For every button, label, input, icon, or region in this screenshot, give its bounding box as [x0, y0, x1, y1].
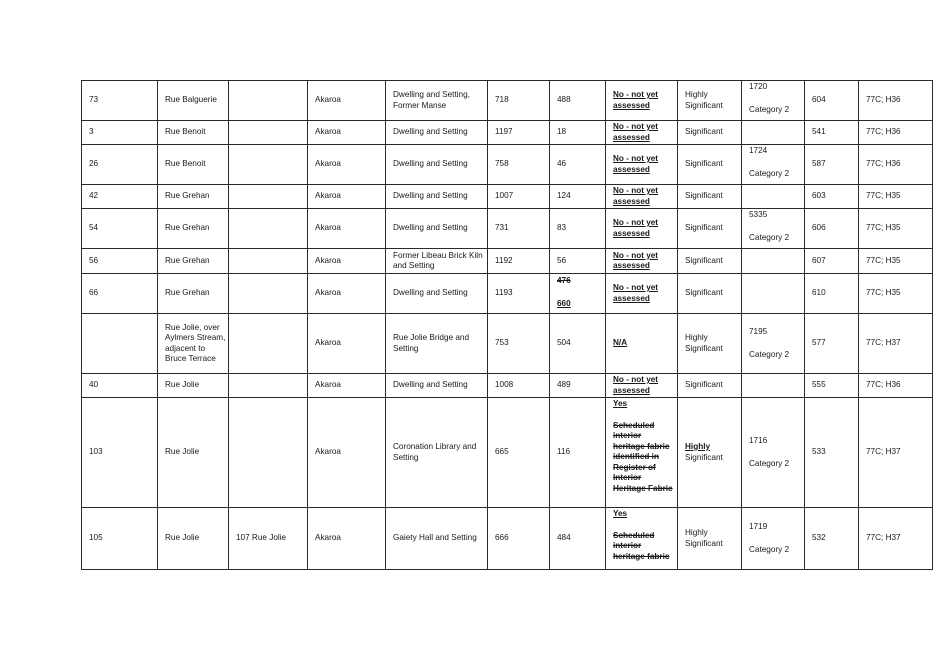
- value-a: 758: [488, 145, 550, 185]
- list-number: 1716: [749, 436, 768, 445]
- value-a: 1197: [488, 121, 550, 145]
- town: Akaroa: [308, 209, 386, 249]
- assessment-text: No - not yet assessed: [613, 186, 659, 206]
- value-a: 1193: [488, 274, 550, 314]
- listing-cell: [742, 145, 805, 185]
- assessment-text: No - not yet assessed: [613, 90, 659, 110]
- street-number: 103: [82, 398, 158, 508]
- value-b: 56: [550, 249, 606, 274]
- street-name: Rue Jolie, over Aylmers Stream, adjacent to Bruce Terrace: [158, 314, 229, 374]
- listing-cell: [742, 121, 805, 145]
- alt-address: [229, 185, 308, 209]
- street-name: Rue Benoit: [158, 145, 229, 185]
- listing-cell: [742, 374, 805, 398]
- list-number: 5335: [749, 210, 768, 219]
- listing-cell: [742, 81, 805, 121]
- value-b: 489: [550, 374, 606, 398]
- category: Category 2: [749, 168, 790, 178]
- assessment-status: [606, 274, 678, 314]
- table-row: [82, 209, 933, 249]
- town: Akaroa: [308, 508, 386, 570]
- value-a: 718: [488, 81, 550, 121]
- description: Dwelling and Setting, Former Manse: [386, 81, 488, 121]
- reference: 587: [805, 145, 859, 185]
- significance: [678, 398, 742, 508]
- significance: Significant: [678, 249, 742, 274]
- value-a: 1008: [488, 374, 550, 398]
- town: Akaroa: [308, 81, 386, 121]
- value-b: 124: [550, 185, 606, 209]
- description: Dwelling and Setting: [386, 274, 488, 314]
- map-reference: 77C; H35: [859, 274, 933, 314]
- alt-address: [229, 398, 308, 508]
- table-row: [82, 314, 933, 374]
- significance: Significant: [678, 274, 742, 314]
- value-a: 1192: [488, 249, 550, 274]
- significance: Significant: [678, 145, 742, 185]
- street-name: Rue Grehan: [158, 185, 229, 209]
- assessment-status: [606, 81, 678, 121]
- street-number: 42: [82, 185, 158, 209]
- town: Akaroa: [308, 121, 386, 145]
- map-reference: 77C; H36: [859, 121, 933, 145]
- description: Dwelling and Setting: [386, 185, 488, 209]
- street-number: 73: [82, 81, 158, 121]
- assessment-text: No - not yet assessed: [613, 122, 659, 142]
- street-number: 66: [82, 274, 158, 314]
- list-number: 1724: [749, 146, 768, 155]
- listing-cell: [742, 185, 805, 209]
- table-row: [82, 121, 933, 145]
- value-a: 1007: [488, 185, 550, 209]
- category: Category 2: [749, 232, 790, 242]
- alt-address: [229, 121, 308, 145]
- alt-address: [229, 274, 308, 314]
- street-number: 56: [82, 249, 158, 274]
- category: Category 2: [749, 544, 790, 554]
- value-b: 46: [550, 145, 606, 185]
- table-row: [82, 249, 933, 274]
- street-number: 40: [82, 374, 158, 398]
- significance-text: Significant: [685, 452, 723, 462]
- map-reference: 77C; H37: [859, 398, 933, 508]
- listing-cell: [742, 314, 805, 374]
- listing-cell: [742, 274, 805, 314]
- street-name: Rue Balguerie: [158, 81, 229, 121]
- significance: Significant: [678, 374, 742, 398]
- assessment-status: [606, 185, 678, 209]
- deleted-scheduled-text: Scheduled interior heritage fabric: [613, 530, 670, 561]
- town: Akaroa: [308, 249, 386, 274]
- value-b: 484: [550, 508, 606, 570]
- inserted-value: 660: [557, 298, 571, 308]
- assessment-status: [606, 398, 678, 508]
- town: Akaroa: [308, 145, 386, 185]
- description: Dwelling and Setting: [386, 145, 488, 185]
- reference: 577: [805, 314, 859, 374]
- table-row: [82, 145, 933, 185]
- assessment-status: [606, 145, 678, 185]
- map-reference: 77C; H37: [859, 314, 933, 374]
- significance: Significant: [678, 121, 742, 145]
- significance: Highly Significant: [678, 314, 742, 374]
- street-name: Rue Grehan: [158, 209, 229, 249]
- listing-cell: [742, 508, 805, 570]
- assessment-text: No - not yet assessed: [613, 283, 659, 303]
- category: Category 2: [749, 349, 790, 359]
- description: Dwelling and Setting: [386, 209, 488, 249]
- alt-address: [229, 209, 308, 249]
- town: Akaroa: [308, 398, 386, 508]
- reference: 541: [805, 121, 859, 145]
- assessment-text: N/A: [613, 338, 628, 348]
- description: Former Libeau Brick Kiln and Setting: [386, 249, 488, 274]
- listing-cell: [742, 398, 805, 508]
- value-b: 504: [550, 314, 606, 374]
- assessment-text: No - not yet assessed: [613, 375, 659, 395]
- list-number: 1719: [749, 522, 768, 531]
- list-number: 1720: [749, 82, 768, 91]
- alt-address: [229, 374, 308, 398]
- assessment-status: [606, 374, 678, 398]
- map-reference: 77C; H36: [859, 374, 933, 398]
- listing-cell: [742, 249, 805, 274]
- assessment-text: No - not yet assessed: [613, 218, 659, 238]
- reference: 610: [805, 274, 859, 314]
- map-reference: 77C; H35: [859, 249, 933, 274]
- significance-inserted: Highly: [685, 442, 711, 451]
- deleted-scheduled-text: Scheduled interior heritage fabric identified in Register of Interior Heritage Fabric: [613, 420, 673, 493]
- reference: 606: [805, 209, 859, 249]
- value-b: 488: [550, 81, 606, 121]
- street-number: 105: [82, 508, 158, 570]
- value-a: 666: [488, 508, 550, 570]
- street-name: Rue Jolie: [158, 508, 229, 570]
- description: Gaiety Hall and Setting: [386, 508, 488, 570]
- town: Akaroa: [308, 314, 386, 374]
- value-b: 18: [550, 121, 606, 145]
- table-row: [82, 508, 933, 570]
- town: Akaroa: [308, 274, 386, 314]
- significance: Highly Significant: [678, 81, 742, 121]
- street-name: Rue Grehan: [158, 274, 229, 314]
- reference: 603: [805, 185, 859, 209]
- inserted-yes: Yes: [613, 399, 628, 408]
- table-row: [82, 398, 933, 508]
- category: Category 2: [749, 104, 790, 114]
- alt-address: [229, 249, 308, 274]
- table-row: [82, 274, 933, 314]
- significance: Significant: [678, 209, 742, 249]
- assessment-text: No - not yet assessed: [613, 250, 659, 270]
- alt-address: [229, 145, 308, 185]
- reference: 555: [805, 374, 859, 398]
- assessment-text: No - not yet assessed: [613, 154, 659, 174]
- description: Coronation Library and Setting: [386, 398, 488, 508]
- value-a: 665: [488, 398, 550, 508]
- map-reference: 77C; H35: [859, 185, 933, 209]
- assessment-status: [606, 508, 678, 570]
- significance: Significant: [678, 185, 742, 209]
- reference: 604: [805, 81, 859, 121]
- inserted-yes: Yes: [613, 509, 628, 518]
- alt-address: 107 Rue Jolie: [229, 508, 308, 570]
- heritage-schedule-table: [81, 80, 933, 570]
- value-b: 116: [550, 398, 606, 508]
- table-row: [82, 374, 933, 398]
- description: Rue Jolie Bridge and Setting: [386, 314, 488, 374]
- assessment-status: [606, 314, 678, 374]
- deleted-value: 476: [557, 276, 571, 285]
- value-b-amended: [550, 274, 606, 314]
- street-name: Rue Jolie: [158, 374, 229, 398]
- street-number: 3: [82, 121, 158, 145]
- town: Akaroa: [308, 185, 386, 209]
- street-name: Rue Benoit: [158, 121, 229, 145]
- street-number: 26: [82, 145, 158, 185]
- reference: 532: [805, 508, 859, 570]
- town: Akaroa: [308, 374, 386, 398]
- value-b: 83: [550, 209, 606, 249]
- assessment-status: [606, 249, 678, 274]
- reference: 607: [805, 249, 859, 274]
- map-reference: 77C; H36: [859, 81, 933, 121]
- value-a: 731: [488, 209, 550, 249]
- street-name: Rue Jolie: [158, 398, 229, 508]
- table-row: [82, 81, 933, 121]
- significance: Highly Significant: [678, 508, 742, 570]
- map-reference: 77C; H37: [859, 508, 933, 570]
- map-reference: 77C; H36: [859, 145, 933, 185]
- map-reference: 77C; H35: [859, 209, 933, 249]
- alt-address: [229, 314, 308, 374]
- street-name: Rue Grehan: [158, 249, 229, 274]
- alt-address: [229, 81, 308, 121]
- list-number: 7195: [749, 327, 768, 336]
- assessment-status: [606, 121, 678, 145]
- description: Dwelling and Setting: [386, 374, 488, 398]
- description: Dwelling and Setting: [386, 121, 488, 145]
- street-number: [82, 314, 158, 374]
- value-a: 753: [488, 314, 550, 374]
- reference: 533: [805, 398, 859, 508]
- category: Category 2: [749, 458, 790, 468]
- assessment-status: [606, 209, 678, 249]
- listing-cell: [742, 209, 805, 249]
- street-number: 54: [82, 209, 158, 249]
- table-row: [82, 185, 933, 209]
